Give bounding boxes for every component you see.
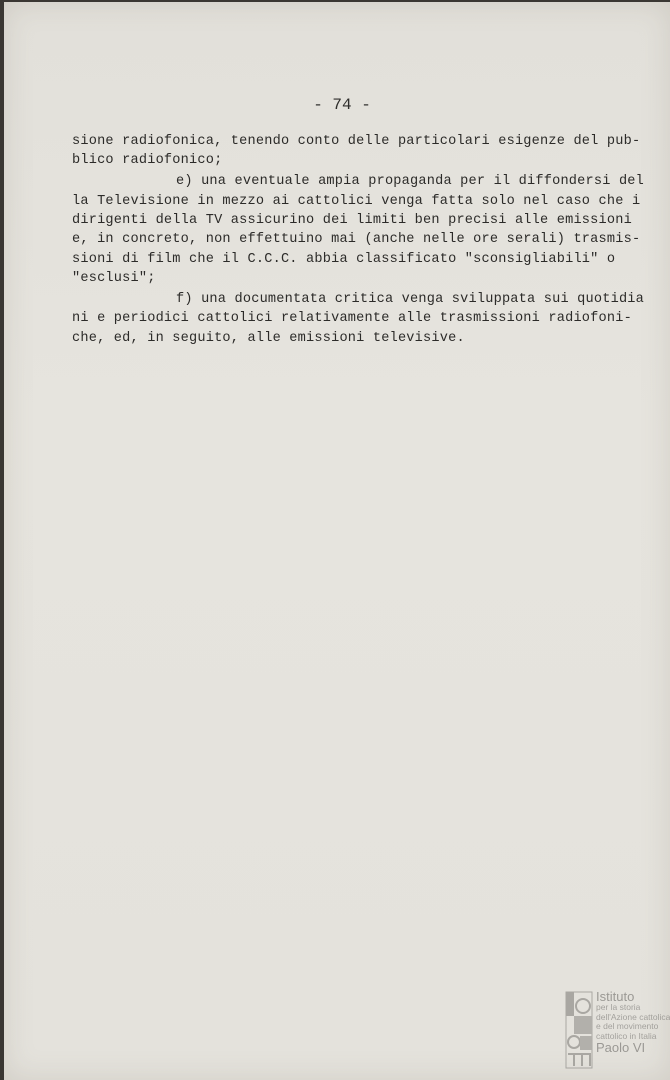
text-line: sioni di film che il C.C.C. abbia classificato "sconsigliabili" o	[72, 252, 616, 267]
text-line: e) una eventuale ampia propaganda per il diffondersi del	[176, 174, 645, 189]
text-line: f) una documentata critica venga sviluppata sui quotidia	[176, 292, 645, 307]
text-line: che, ed, in seguito, alle emissioni televisive.	[72, 331, 465, 346]
watermark-line: dell'Azione cattolica	[596, 1011, 670, 1022]
institute-watermark-logo	[564, 989, 670, 1070]
watermark-line: e del movimento	[596, 1021, 659, 1032]
text-line: blico radiofonico;	[72, 153, 223, 168]
text-line: sione radiofonica, tenendo conto delle particolari esigenze del pub-	[72, 134, 641, 149]
isacem-logo-icon	[564, 990, 594, 1070]
page-number: - 74 -	[313, 96, 371, 114]
watermark-line: per la storia	[596, 1002, 641, 1012]
watermark-line: cattolico in Italia	[596, 1030, 657, 1041]
document-page	[4, 2, 670, 1080]
text-line: la Televisione in mezzo ai cattolici venga fatta solo nel caso che i	[72, 194, 641, 209]
watermark-line: Istituto	[596, 989, 635, 1004]
text-line: ni e periodici cattolici relativamente alle trasmissioni radiofoni-	[72, 311, 632, 326]
text-line: e, in concreto, non effettuino mai (anche nelle ore serali) trasmis-	[72, 232, 641, 247]
watermark-line: Paolo VI	[596, 1040, 646, 1056]
text-line: "esclusi";	[72, 271, 156, 286]
text-line: dirigenti della TV assicurino dei limiti ben precisi alle emissioni	[72, 213, 632, 228]
